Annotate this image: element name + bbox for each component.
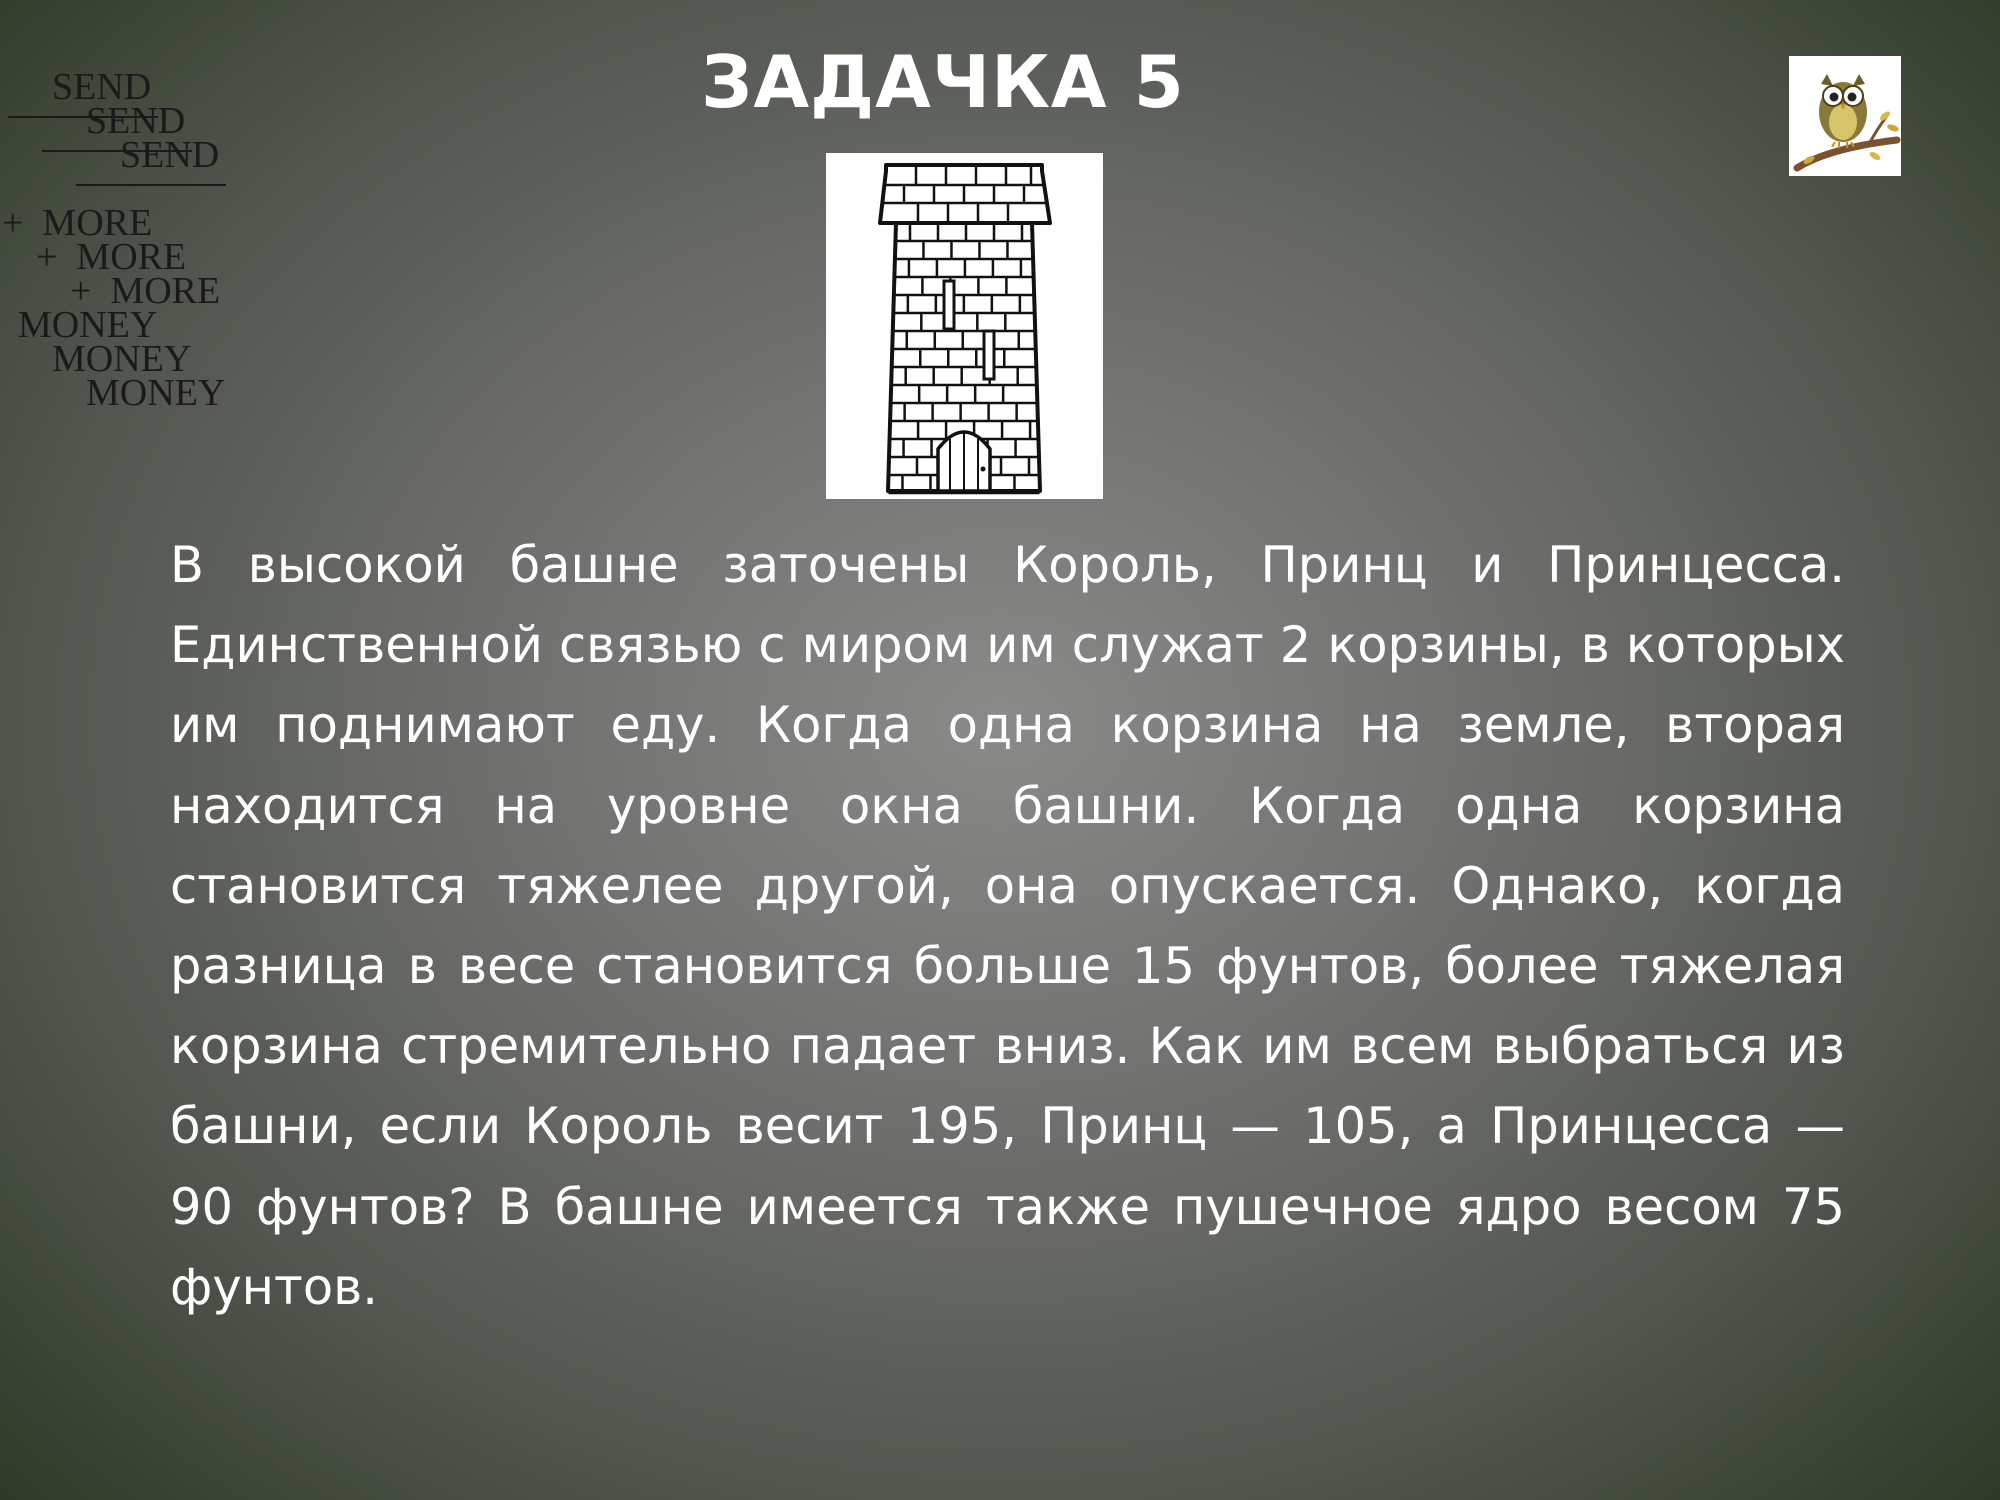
cryptarithm-money: MONEY: [18, 304, 158, 346]
cryptarithm-send: SEND: [86, 100, 186, 142]
tower-icon: [826, 153, 1103, 499]
problem-text: В высокой башне заточены Король, Принц и Принцесса. Единственной связью с миром им служат 2 корзины, в которых им поднимают еду. Когда одна корзина на земле, вторая находится на уровне окна башни. Когда одна корзина становится тяжелее другой, она опускается. Однако, когда разница в весе становится больше 15 фунтов, более тяжелая корзина стремительно падает вниз. Как им всем выбраться из башни, если Король весит 195, Принц — 105, а Принцесса — 90 фунтов? В башне имеется также пушечное ядро весом 75 фунтов.: [170, 536, 1845, 1316]
send-more-money-decoration: [0, 0, 260, 414]
cryptarithm-more: + MORE: [70, 270, 221, 312]
cryptarithm-stack-3: [70, 70, 225, 478]
cryptarithm-send: SEND: [52, 66, 152, 108]
cryptarithm-more: + MORE: [2, 202, 153, 244]
owl-icon: [1789, 56, 1901, 176]
slide-title: ЗАДАЧКА 5: [701, 40, 1185, 124]
cryptarithm-money: MONEY: [52, 338, 192, 380]
cryptarithm-rule-3: [76, 184, 226, 186]
cryptarithm-more: + MORE: [36, 236, 187, 278]
cryptarithm-send: SEND: [120, 134, 220, 176]
cryptarithm-money: MONEY: [86, 372, 226, 414]
